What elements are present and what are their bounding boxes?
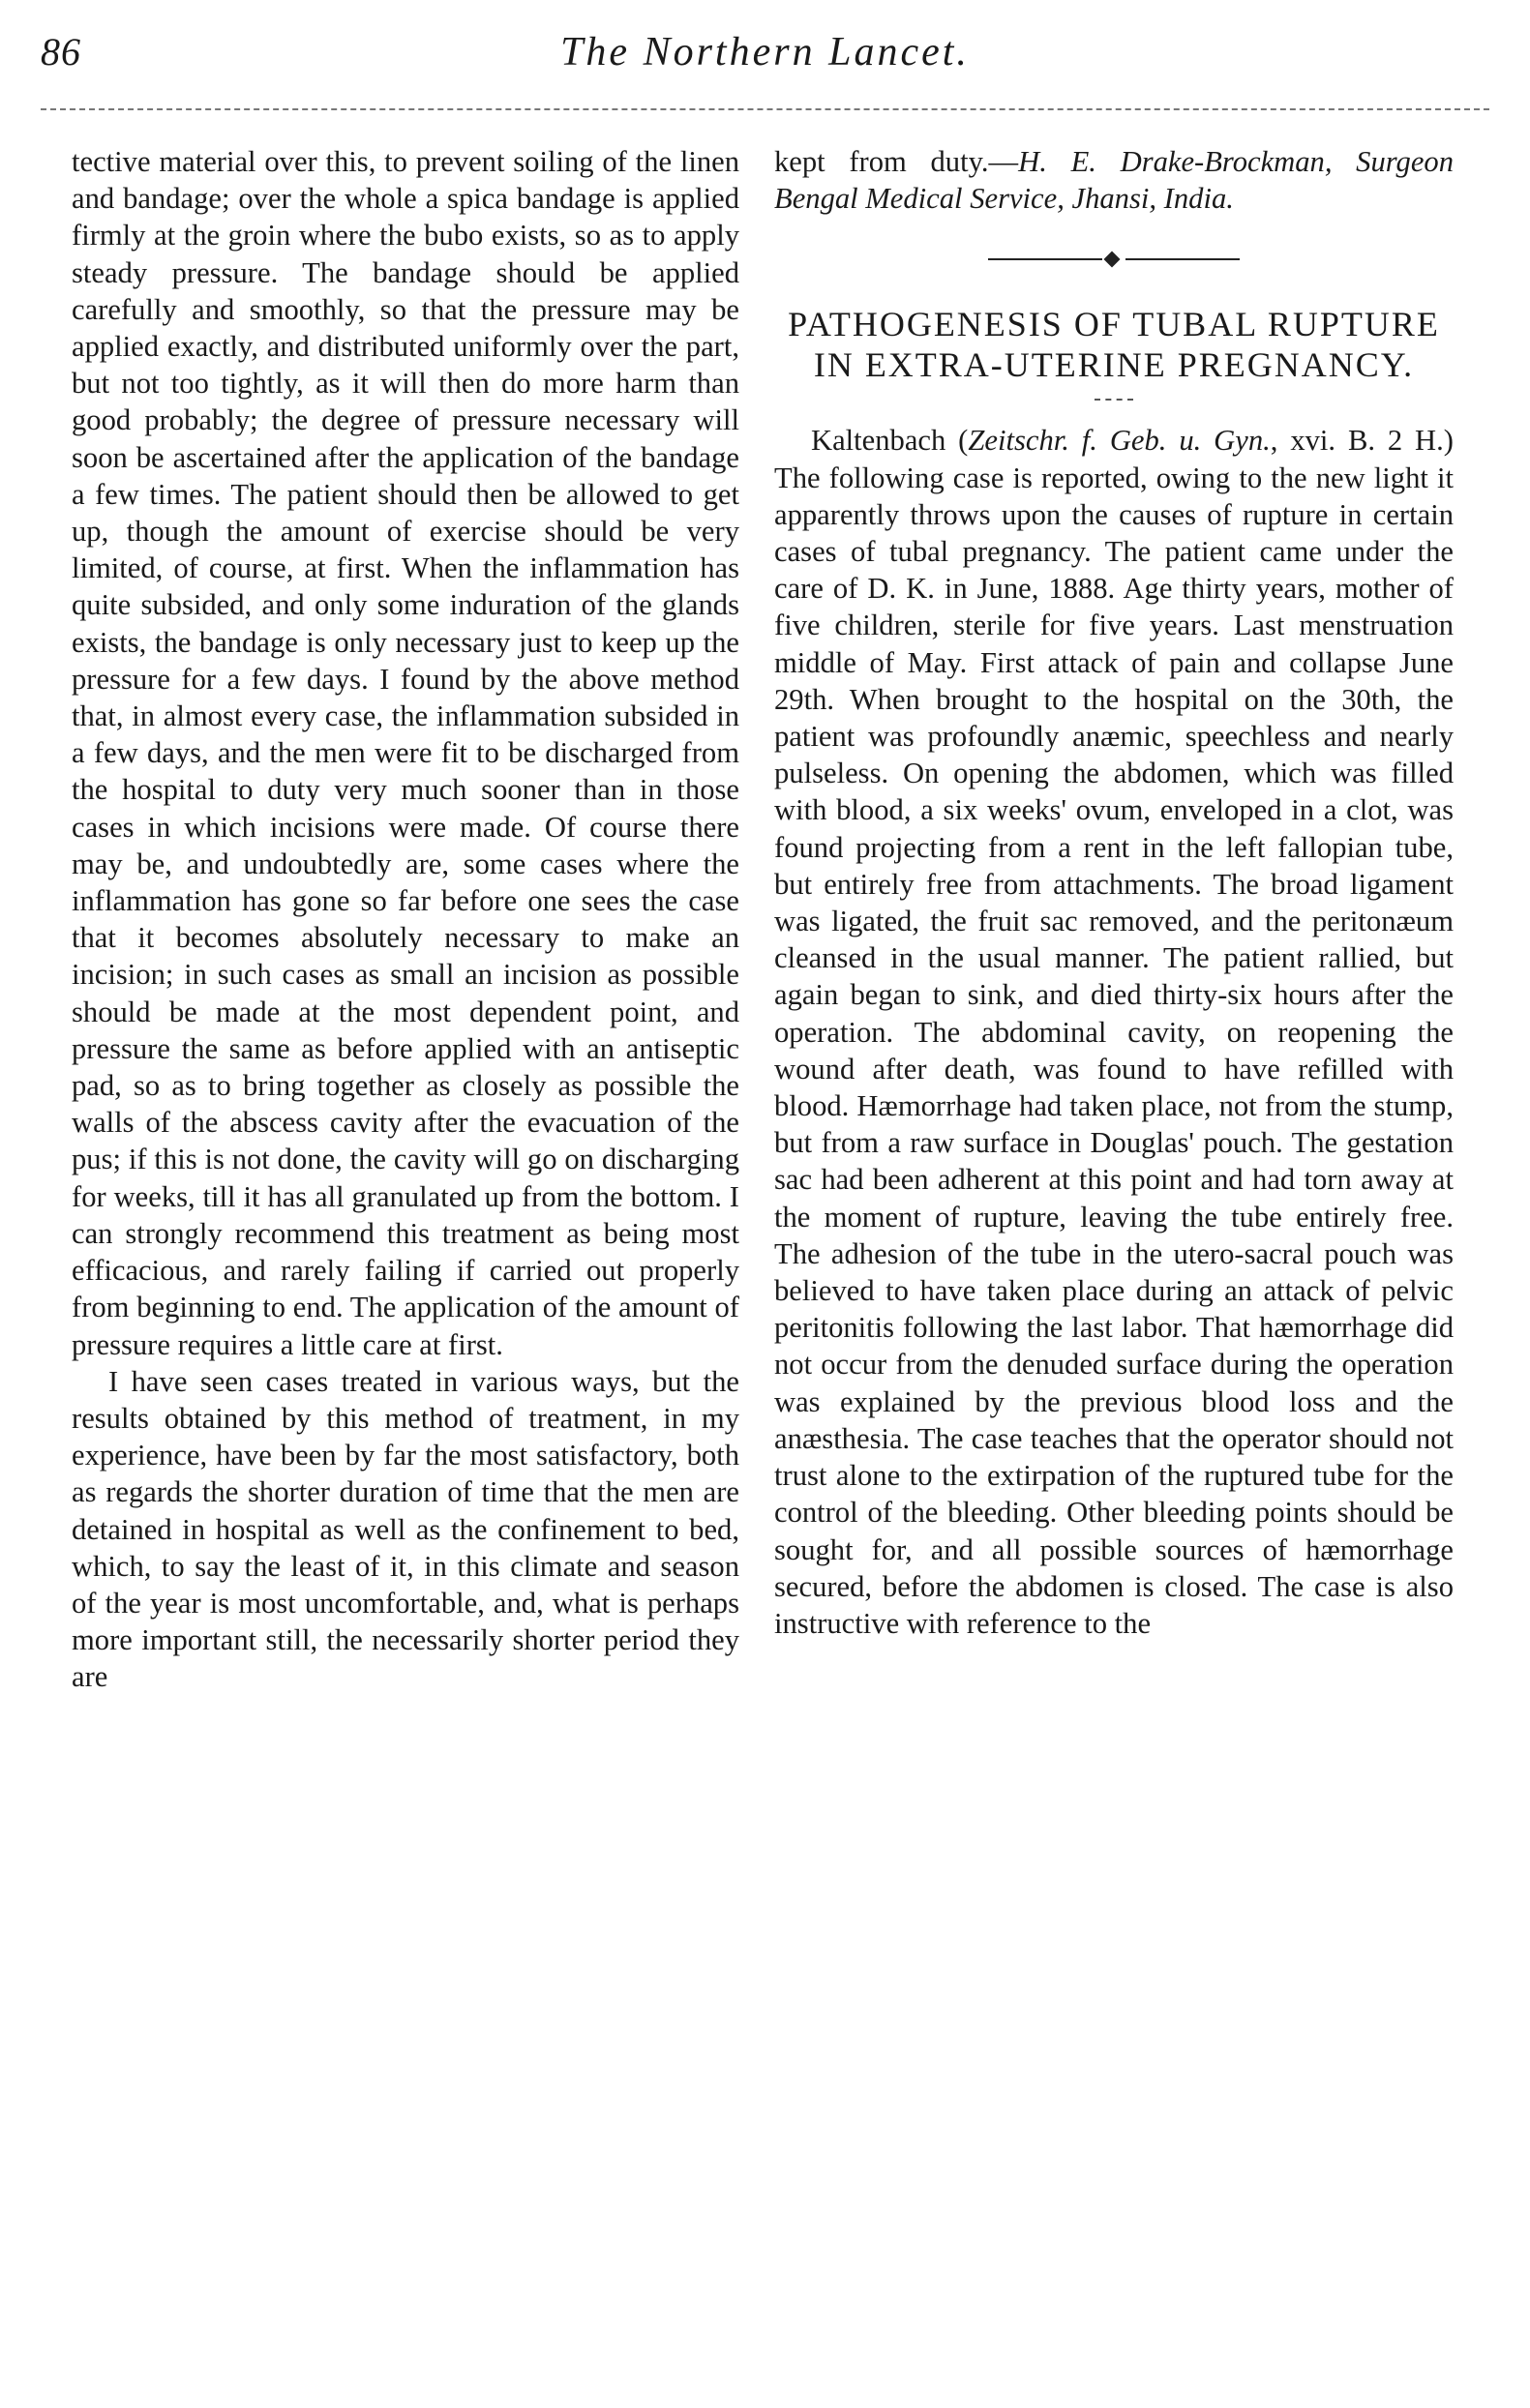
header-rule: [41, 108, 1489, 110]
right-column: [774, 143, 1454, 1642]
author-signature: H. E. Drake-Brockman, Surgeon Bengal Medical Service, Jhansi, India.: [774, 145, 1454, 216]
signature-line: [774, 143, 1454, 217]
continuation-text: kept from duty.—: [774, 145, 1019, 178]
left-column: [72, 143, 739, 1696]
citation-journal: Zeitschr. f. Geb. u. Gyn.: [968, 424, 1271, 458]
body-paragraph: tective material over this, to prevent soiling of the linen and bandage; over the whole a spica bandage is applied firmly at the groin where the bubo exists, so as to apply steady pressure. The bandage should be applied carefully and smoothly, so that the pressure may be applied exactly, and distributed uniformly over the part, but not too tightly, as it will then do more harm than good probably; the degree of pressure necessary will soon be ascertained after the application of the bandage a few times. The patient should then be allowed to get up, though the amount of exercise should be very limited, of course, at first. When the inflammation has quite subsided, and only some induration of the glands exists, the bandage is only necessary just to keep up the pressure for a few days. I found by the above method that, in almost every case, the inflammation subsided in a few days, and the men were fit to be discharged from the hospital to duty very much sooner than in those cases in which incisions were made. Of course there may be, and undoubtedly are, some cases where the inflammation has gone so far before one sees the case that it becomes absolutely necessary to make an incision; in such cases as small an incision as possible should be made at the most dependent point, and pressure the same as before applied with an antiseptic pad, so as to bring together as closely as possible the walls of the abscess cavity after the evacuation of the pus; if this is not done, the cavity will go on discharging for weeks, till it has all granulated up from the bottom. I can strongly recommend this treatment as being most efficacious, and rarely failing if carried out properly from beginning to end. The application of the amount of pressure requires a little care at first.: [72, 145, 739, 1361]
citation-author: Kaltenbach (: [811, 424, 969, 458]
citation-rest: , xvi. B. 2 H.): [1270, 424, 1454, 458]
diamond-ornament-icon: [1104, 252, 1121, 268]
article-body: [774, 422, 1454, 1642]
body-paragraph: I have seen cases treated in various ways, but the results obtained by this method of treatment, in my experience, have been by far the most satisfactory, both as regards the shorter duration of time that the men are detained in hospital as well as the confinement to bed, which, to say the least of it, in this climate and season of the year is most uncomfortable, and, what is perhaps more important still, the necessarily shorter period they are: [72, 1364, 739, 1694]
section-ornament: [988, 250, 1240, 269]
title-rule: [1095, 399, 1133, 401]
journal-title: The Northern Lancet.: [560, 30, 970, 74]
article-text: The following case is reported, owing to the new light it apparently throws upon the causes of rupture in certain cases of tubal pregnancy. The patient came under the care of D. K. in June, 1888. Age thirty years, mother of five children, sterile for five years. Last menstruation middle of May. First attack of pain and collapse June 29th. When brought to the hospital on the 30th, the patient was profoundly anæmic, speechless and nearly pulseless. On opening the abdomen, which was filled with blood, a six weeks' ovum, enveloped in a clot, was found projecting from a rent in the left fallopian tube, but entirely free from attachments. The broad ligament was ligated, the fruit sac removed, and the peritonæum cleansed in the usual manner. The patient rallied, but again began to sink, and died thirty-six hours after the operation. The abdominal cavity, on reopening the wound after death, was found to have refilled with blood. Hæmorrhage had taken place, not from the stump, but from a raw surface in Douglas' pouch. The gestation sac had been adherent at this point and had torn away at the moment of rupture, leaving the tube entirely free. The adhesion of the tube in the utero-sacral pouch was believed to have taken place during an attack of pelvic peritonitis following the last labor. That hæmorrhage did not occur from the denuded surface during the operation was explained by the previous blood loss and the anæsthesia. The case teaches that the operator should not trust alone to the extirpation of the ruptured tube for the control of the bleeding. Other bleeding points should be sought for, and all possible sources of hæmorrhage secured, before the abdomen is closed. The case is also instructive with reference to the: [774, 461, 1454, 1640]
article-title: PATHOGENESIS OF TUBAL RUPTURE IN EXTRA-UTERINE PREGNANCY.: [788, 305, 1440, 385]
running-head: [41, 29, 1489, 87]
page-number: 86: [41, 30, 81, 74]
